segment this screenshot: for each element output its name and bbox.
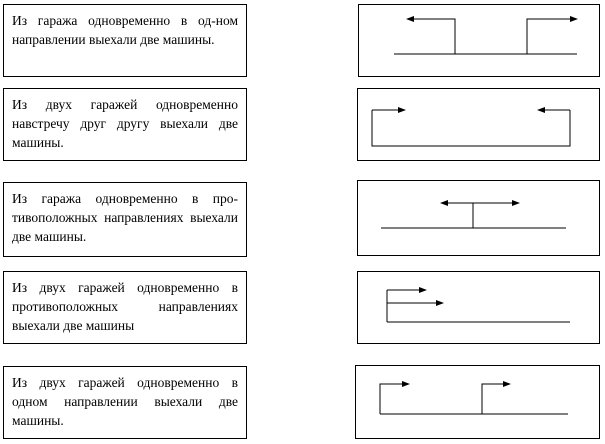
- arrow-upper-head: [419, 287, 427, 293]
- car-path-left: [380, 384, 403, 414]
- car-path-left: [413, 19, 455, 54]
- arrow-lower-head: [436, 300, 444, 306]
- diagram-3: [357, 180, 600, 256]
- problem-text-2-content: Из двух гаражей одновременно навстречу друг другу выехали две машины.: [12, 97, 238, 150]
- diagram-5: [355, 365, 600, 439]
- arrow-right-car-head: [503, 381, 511, 387]
- diagram-2-drawing: [358, 89, 601, 162]
- problem-text-5: [3, 366, 247, 439]
- diagram-2: [357, 88, 600, 161]
- problem-text-3: [3, 182, 247, 257]
- car-path-right: [527, 19, 571, 54]
- problem-text-3-content: Из гаража одновременно в про-тивоположных направлениях выехали две машины.: [12, 191, 238, 244]
- problem-text-1: [3, 4, 247, 77]
- problem-text-1-content: Из гаража одновременно в од-ном направлении выехали две машины.: [12, 13, 238, 47]
- arrow-left-head: [406, 16, 414, 22]
- arrow-left-head: [440, 200, 448, 206]
- arrow-right-head: [398, 107, 406, 113]
- diagram-1-drawing: [359, 5, 601, 78]
- road-frame: [372, 110, 570, 146]
- arrow-right-head: [512, 200, 520, 206]
- problem-text-2: [3, 88, 247, 161]
- arrow-left-head: [537, 107, 545, 113]
- diagram-1: [358, 4, 600, 77]
- arrow-left-car-head: [402, 381, 410, 387]
- problem-text-4: [3, 271, 247, 344]
- diagram-3-drawing: [358, 181, 601, 257]
- problem-text-4-content: Из двух гаражей одновременно в противоположных направлениях выехали две машины: [12, 280, 238, 333]
- arrow-right-head: [570, 16, 578, 22]
- problem-text-5-content: Из двух гаражей одновременно в одном направлении выехали две машины.: [12, 375, 238, 428]
- diagram-5-drawing: [356, 366, 601, 440]
- diagram-4: [357, 271, 600, 344]
- diagram-4-drawing: [358, 272, 601, 345]
- car-path-right: [482, 384, 504, 414]
